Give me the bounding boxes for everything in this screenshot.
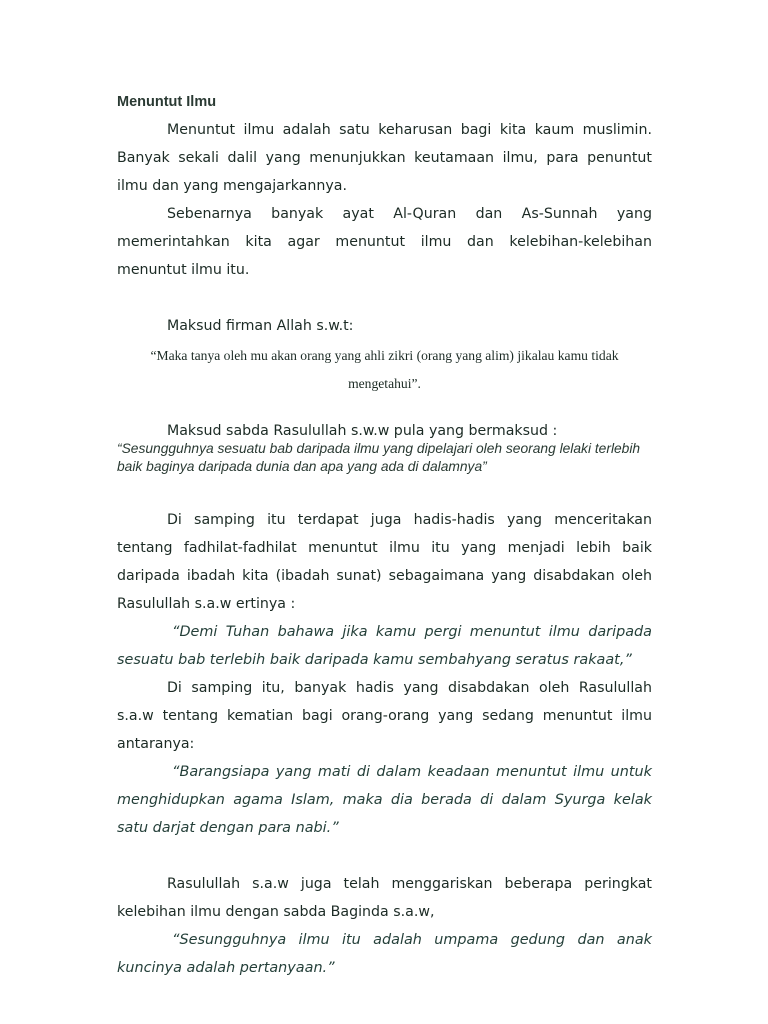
firman-quote: “Maka tanya oleh mu akan orang yang ahli zikri (orang yang alim) jikalau kamu tidak mengetahui”. <box>150 348 619 391</box>
hadith-quote-1: “Demi Tuhan bahawa jika kamu pergi menuntut ilmu daripada sesuatu bab terlebih baik daripada kamu sembahyang seratus rakaat,” <box>117 624 652 668</box>
paragraph-2: Sebenarnya banyak ayat Al-Quran dan As-Sunnah yang memerintahkan kita agar menuntut ilmu dan kelebihan-kelebihan menuntut ilmu itu. <box>117 206 652 278</box>
hadith-quote-3: “Sesungguhnya ilmu itu adalah umpama gedung dan anak kuncinya adalah pertanyaan.” <box>117 932 652 976</box>
document-title: Menuntut Ilmu <box>117 94 217 110</box>
paragraph-4: Di samping itu, banyak hadis yang disabdakan oleh Rasulullah s.a.w tentang kematian bagi orang-orang yang sedang menuntut ilmu antaranya: <box>117 680 652 752</box>
sabda-quote: “Sesungguhnya sesuatu bab daripada ilmu yang dipelajari oleh seorang lelaki terlebih baik baginya daripada dunia dan apa yang ada di dalamnya” <box>117 441 641 474</box>
paragraph-1: Menuntut ilmu adalah satu keharusan bagi kita kaum muslimin. Banyak sekali dalil yang menunjukkan keutamaan ilmu, para penuntut ilmu dan yang mengajarkannya. <box>117 122 652 194</box>
hadith-quote-2: “Barangsiapa yang mati di dalam keadaan menuntut ilmu untuk menghidupkan agama Islam, maka dia berada di dalam Syurga kelak satu darjat dengan para nabi.” <box>117 764 652 836</box>
paragraph-5: Rasulullah s.a.w juga telah menggariskan beberapa peringkat kelebihan ilmu dengan sabda Baginda s.a.w, <box>117 876 652 920</box>
document-content <box>117 92 652 982</box>
sabda-intro: Maksud sabda Rasulullah s.w.w pula yang bermaksud : <box>167 423 558 439</box>
paragraph-3: Di samping itu terdapat juga hadis-hadis yang menceritakan tentang fadhilat-fadhilat menuntut ilmu itu yang menjadi lebih baik daripada ibadah kita (ibadah sunat) sebagaimana yang disabdakan oleh Rasulullah s.a.w ertinya : <box>117 512 652 612</box>
firman-intro: Maksud firman Allah s.w.t: <box>167 318 354 334</box>
